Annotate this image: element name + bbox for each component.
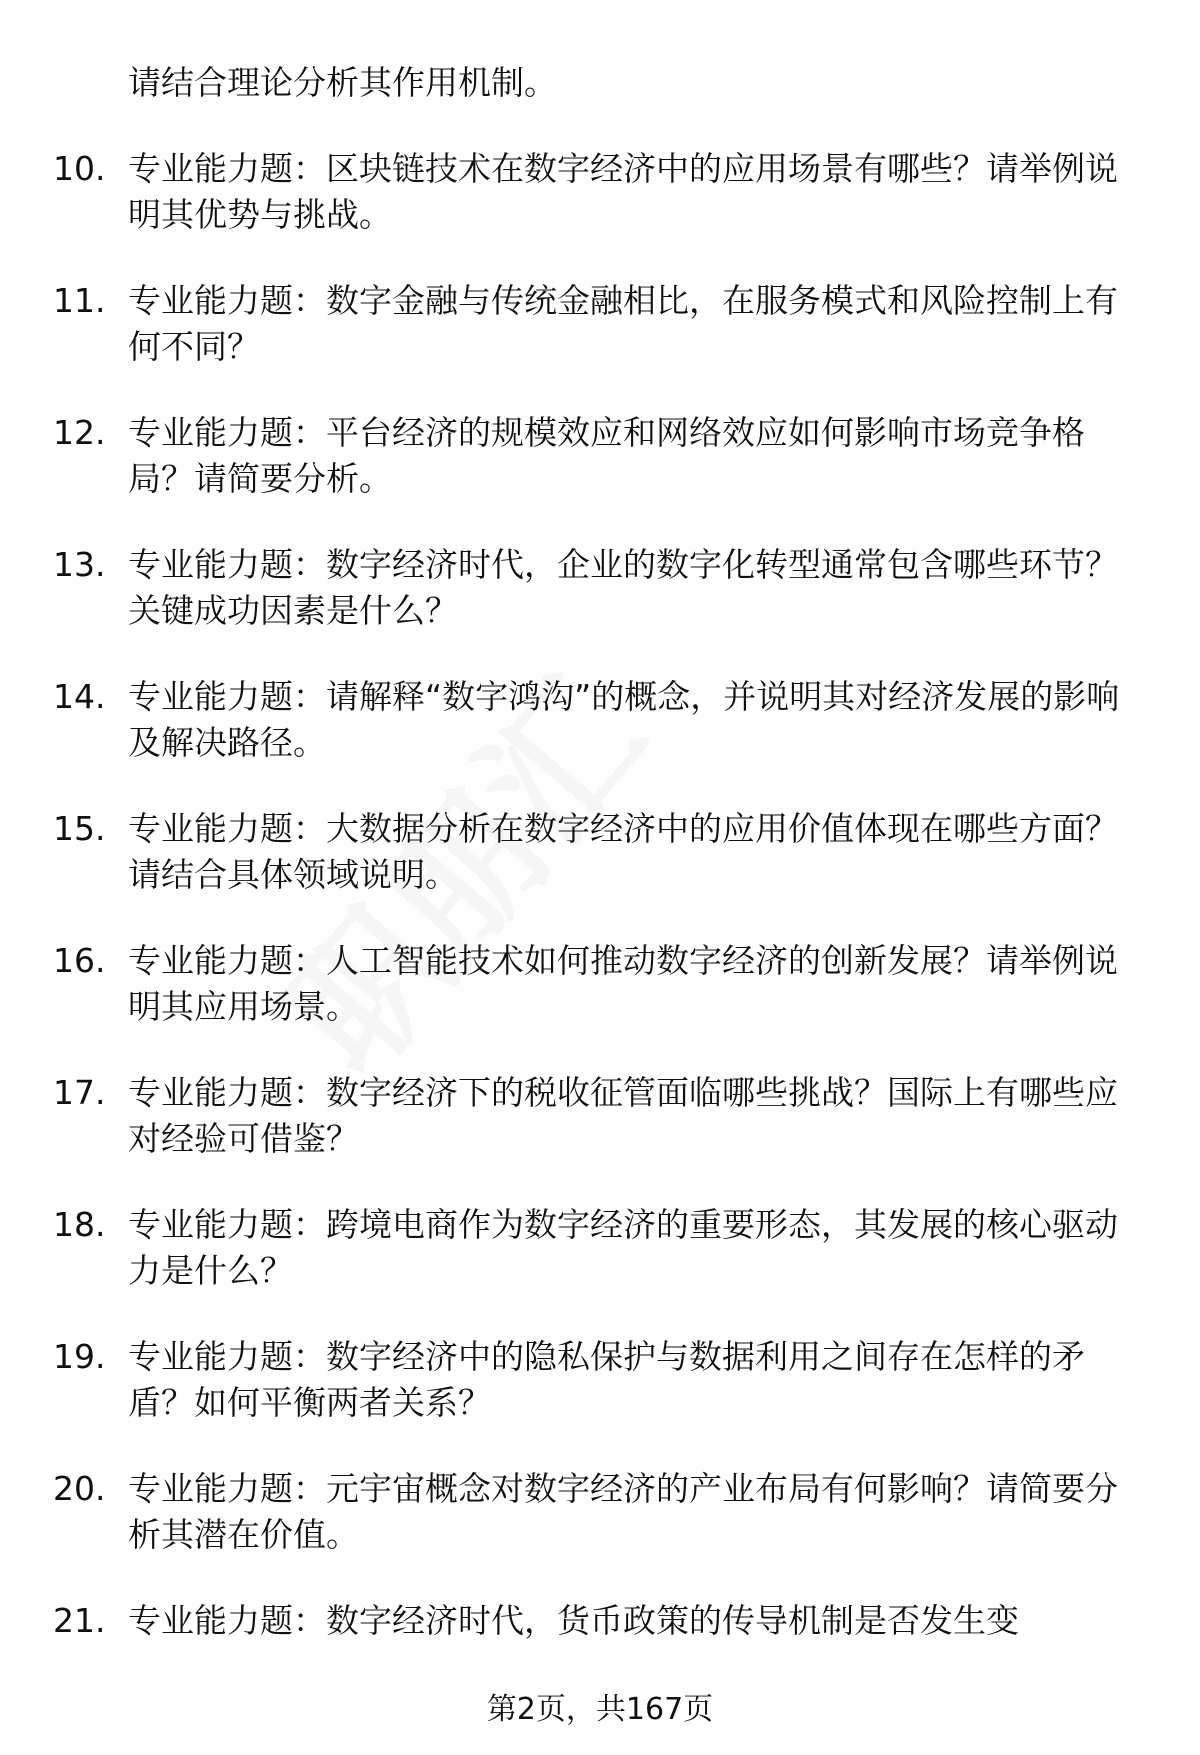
question-item [0, 146, 1138, 238]
question-item [0, 938, 1138, 1030]
question-number: 17. [53, 1073, 106, 1112]
question-text: 专业能力题：区块链技术在数字经济中的应用场景有哪些？请举例说明其优势与挑战。 [128, 149, 1118, 234]
question-item [0, 1598, 1138, 1644]
question-text: 专业能力题：请解释“数字鸿沟”的概念，并说明其对经济发展的影响及解决路径。 [128, 677, 1120, 762]
continuation-text: 请结合理论分析其作用机制。 [128, 63, 557, 102]
question-text: 专业能力题：元宇宙概念对数字经济的产业布局有何影响？请简要分析其潜在价值。 [128, 1469, 1118, 1554]
question-text: 专业能力题：平台经济的规模效应和网络效应如何影响市场竞争格局？请简要分析。 [128, 413, 1085, 498]
question-number: 12. [53, 413, 106, 452]
question-text: 专业能力题：人工智能技术如何推动数字经济的创新发展？请举例说明其应用场景。 [128, 941, 1118, 1026]
question-item [0, 806, 1138, 898]
question-item [0, 1466, 1138, 1558]
question-text: 专业能力题：数字经济中的隐私保护与数据利用之间存在怎样的矛盾？如何平衡两者关系？ [128, 1337, 1085, 1422]
question-item [0, 542, 1138, 634]
question-number: 19. [53, 1337, 106, 1376]
question-list [0, 60, 1200, 1644]
question-number: 10. [53, 149, 106, 188]
question-number: 20. [53, 1469, 106, 1508]
page-footer: 第2页，共167页 [486, 1692, 714, 1727]
question-number: 16. [53, 941, 106, 980]
question-text: 专业能力题：数字经济下的税收征管面临哪些挑战？国际上有哪些应对经验可借鉴？ [128, 1073, 1118, 1158]
question-text: 专业能力题：跨境电商作为数字经济的重要形态，其发展的核心驱动力是什么？ [128, 1205, 1118, 1290]
question-item [0, 1070, 1138, 1162]
question-item [0, 1202, 1138, 1294]
question-number: 11. [53, 281, 106, 320]
question-number: 14. [53, 677, 106, 716]
question-item [0, 410, 1138, 502]
question-text: 专业能力题：数字金融与传统金融相比，在服务模式和风险控制上有何不同？ [128, 281, 1118, 366]
question-text: 专业能力题：数字经济时代，企业的数字化转型通常包含哪些环节？关键成功因素是什么？ [128, 545, 1118, 630]
question-number: 13. [53, 545, 106, 584]
question-number: 21. [53, 1601, 106, 1640]
question-number: 15. [53, 809, 106, 848]
question-item [0, 278, 1138, 370]
question-text: 专业能力题：数字经济时代，货币政策的传导机制是否发生变 [128, 1601, 1019, 1640]
question-number: 18. [53, 1205, 106, 1244]
question-item [0, 674, 1138, 766]
question-text: 专业能力题：大数据分析在数字经济中的应用价值体现在哪些方面？请结合具体领域说明。 [128, 809, 1118, 894]
question-item [0, 1334, 1138, 1426]
